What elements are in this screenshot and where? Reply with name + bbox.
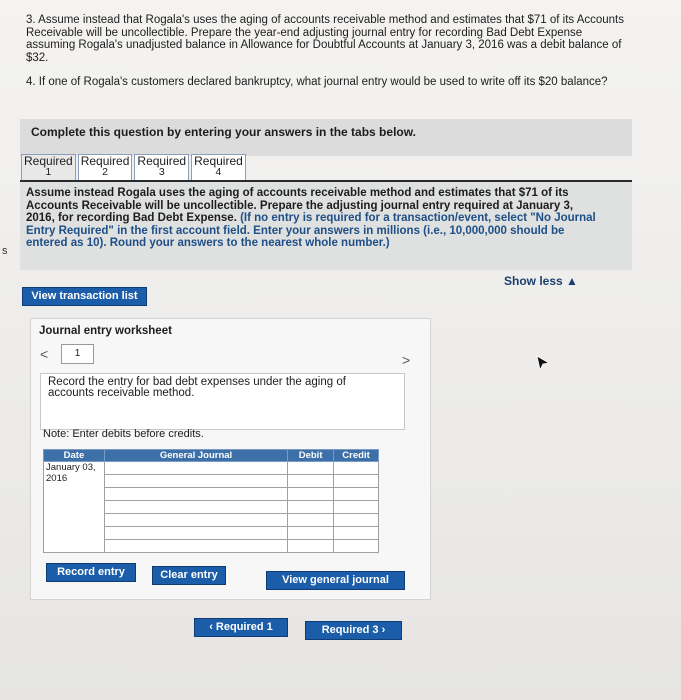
debits-note: Note: Enter debits before credits. <box>43 428 204 440</box>
credit-input[interactable] <box>334 475 379 488</box>
account-select[interactable] <box>104 527 287 540</box>
tab-number: 1 <box>45 166 52 178</box>
debit-input[interactable] <box>288 514 334 527</box>
required-tabs <box>21 154 248 181</box>
debit-input[interactable] <box>288 540 334 553</box>
credit-input[interactable] <box>334 527 379 540</box>
date-column-header: Date <box>44 450 105 462</box>
debit-column-header: Debit <box>288 450 334 462</box>
view-transaction-list-button[interactable]: View transaction list <box>22 287 147 306</box>
instructions-main: Assume instead Rogala uses the aging of accounts receivable method and estimates that $71 of its Accounts Receivable will be uncollectible. Prepare the adjusting journal entry required at January 3, 2016, for recording Bad Debt Expense. <box>26 187 574 224</box>
tab-label: Required <box>80 154 130 168</box>
tab-required-4[interactable] <box>191 154 246 181</box>
account-select[interactable] <box>104 514 287 527</box>
mouse-cursor-icon <box>536 355 550 371</box>
credit-input[interactable] <box>334 488 379 501</box>
credit-input[interactable] <box>334 462 379 475</box>
question-3-text: 3. Assume instead that Rogala's uses the aging of accounts receivable method and estimates that $71 of its Accounts Receivable will be uncollectible. Prepare the year-end adjusting journal entry for recording Bad Debt Expense assuming Rogala's unadjusted balance in Allowance for Doubtful Accounts at January 3, 2016 was a debit balance of $32. <box>26 14 624 64</box>
view-general-journal-button[interactable]: View general journal <box>266 571 405 590</box>
journal-table <box>43 449 379 553</box>
tab-number: 3 <box>158 166 165 178</box>
tab-required-3[interactable] <box>134 154 189 181</box>
general-journal-column-header: General Journal <box>104 450 287 462</box>
date-cell: January 03, 2016 <box>44 462 105 553</box>
chevron-left-icon[interactable]: < <box>40 346 49 362</box>
intro-text: Complete this question by entering your answers in the tabs below. <box>31 125 416 139</box>
worksheet-title: Journal entry worksheet <box>39 325 172 337</box>
next-required-button[interactable]: Required 3 › <box>305 621 402 640</box>
show-less-link[interactable]: Show less ▲ <box>504 274 578 288</box>
tab-number: 4 <box>215 166 222 178</box>
debit-input[interactable] <box>288 488 334 501</box>
record-entry-button[interactable]: Record entry <box>46 563 136 582</box>
tab-required-2[interactable] <box>78 154 133 181</box>
table-header-row <box>44 450 379 462</box>
account-select[interactable] <box>104 475 287 488</box>
credit-input[interactable] <box>334 540 379 553</box>
credit-column-header: Credit <box>334 450 379 462</box>
debit-input[interactable] <box>288 527 334 540</box>
chevron-right-icon[interactable]: > <box>402 352 411 368</box>
question-4-text: 4. If one of Rogala's customers declared bankruptcy, what journal entry would be used to write off its $20 balance? <box>26 76 608 88</box>
account-select[interactable] <box>104 540 287 553</box>
entry-page-number[interactable]: 1 <box>61 344 94 364</box>
tab-label: Required <box>194 154 243 168</box>
tab-number: 2 <box>102 166 108 178</box>
tab-label: Required <box>24 154 73 168</box>
account-select[interactable] <box>104 462 287 475</box>
credit-input[interactable] <box>334 514 379 527</box>
debit-input[interactable] <box>288 475 334 488</box>
account-select[interactable] <box>104 488 287 501</box>
tab-required-1[interactable] <box>21 154 76 181</box>
table-row <box>44 462 379 475</box>
entry-description: Record the entry for bad debt expenses under the aging of accounts receivable method. <box>48 376 346 399</box>
tab-label: Required <box>137 154 187 168</box>
credit-input[interactable] <box>334 501 379 514</box>
clear-entry-button[interactable]: Clear entry <box>152 566 226 585</box>
instructions-hint: (If no entry is required for a transaction/event, select "No Journal Entry Required" in the first account field. Enter your answers in millions (i.e., 10,000,000 should be entered as 10). Round your answers to the nearest whole number.) <box>26 212 596 249</box>
previous-required-button[interactable]: ‹ Required 1 <box>194 618 288 637</box>
debit-input[interactable] <box>288 462 334 475</box>
debit-input[interactable] <box>288 501 334 514</box>
account-select[interactable] <box>104 501 287 514</box>
instructions-text <box>26 187 596 250</box>
side-mark: s <box>2 245 8 257</box>
